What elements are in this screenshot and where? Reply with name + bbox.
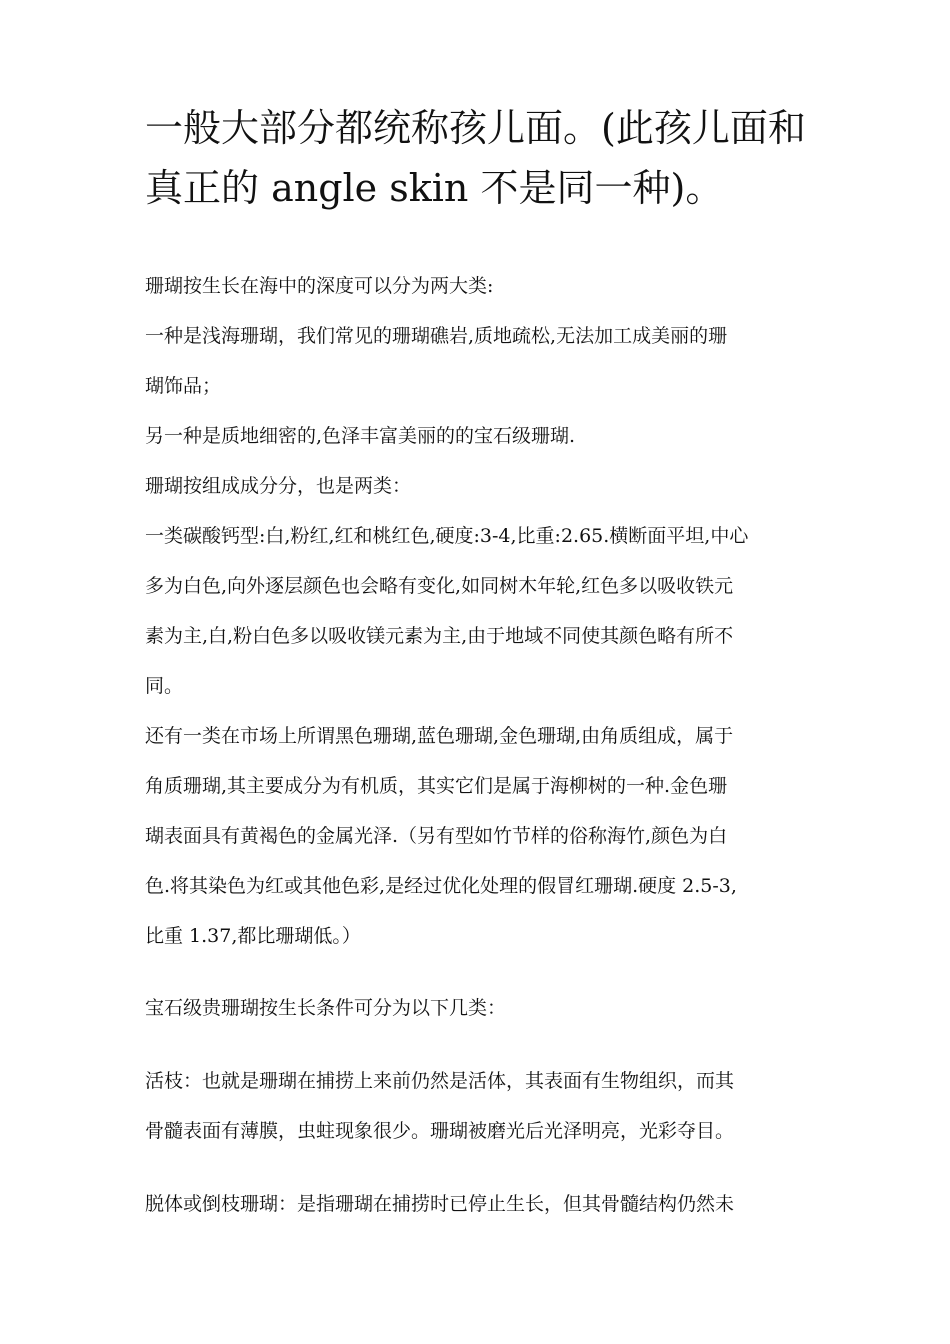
document-heading (145, 98, 825, 218)
paragraph-line: 色.将其染色为红或其他色彩,是经过优化处理的假冒红珊瑚.硬度 2.5-3, (145, 875, 737, 897)
paragraph-line: 骨髓表面有薄膜，虫蛀现象很少。珊瑚被磨光后光泽明亮，光彩夺目。 (145, 1120, 735, 1142)
heading-line-1: 一般大部分都统称孩儿面。(此孩儿面和 (145, 106, 806, 150)
paragraph-line: 珊瑚按生长在海中的深度可以分为两大类: (145, 275, 494, 297)
paragraph-line: 角质珊瑚,其主要成分为有机质，其实它们是属于海柳树的一种.金色珊 (145, 775, 728, 797)
heading-line-2: 真正的 angle skin 不是同一种)。 (145, 166, 724, 210)
paragraph-line: 素为主,白,粉白色多以吸收镁元素为主,由于地域不同使其颜色略有所不 (145, 625, 734, 647)
paragraph-line: 一类碳酸钙型:白,粉红,红和桃红色,硬度:3-4,比重:2.65.横断面平坦,中心 (145, 525, 749, 547)
paragraph-line: 瑚饰品； (145, 375, 222, 397)
paragraph-line: 珊瑚按组成成分分，也是两类： (145, 475, 412, 497)
paragraph-line: 瑚表面具有黄褐色的金属光泽.（另有型如竹节样的俗称海竹,颜色为白 (145, 825, 728, 847)
paragraph-line: 另一种是质地细密的,色泽丰富美丽的的宝石级珊瑚. (145, 425, 576, 447)
paragraph-line: 活枝：也就是珊瑚在捕捞上来前仍然是活体，其表面有生物组织，而其 (145, 1070, 735, 1092)
paragraph-line: 脱体或倒枝珊瑚：是指珊瑚在捕捞时已停止生长，但其骨髓结构仍然未 (145, 1193, 735, 1215)
paragraph-line: 同。 (145, 675, 184, 697)
paragraph-line: 一种是浅海珊瑚，我们常见的珊瑚礁岩,质地疏松,无法加工成美丽的珊 (145, 325, 728, 347)
paragraph-line: 宝石级贵珊瑚按生长条件可分为以下几类： (145, 997, 507, 1019)
paragraph-line: 还有一类在市场上所谓黑色珊瑚,蓝色珊瑚,金色珊瑚,由角质组成，属于 (145, 725, 734, 747)
paragraph-line: 多为白色,向外逐层颜色也会略有变化,如同树木年轮,红色多以吸收铁元 (145, 575, 734, 597)
paragraph-line: 比重 1.37,都比珊瑚低。） (145, 925, 361, 947)
